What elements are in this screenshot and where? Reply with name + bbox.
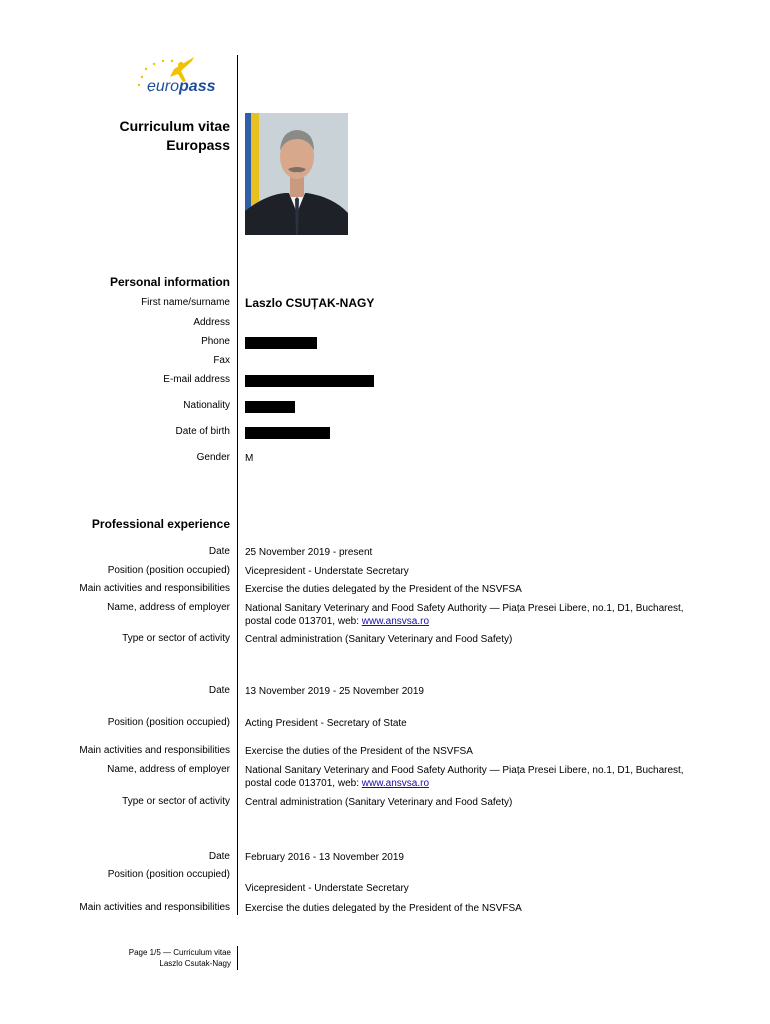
professional-experience-heading: Professional experience — [91, 517, 230, 531]
entry2-position-label: Position (position occupied) — [107, 717, 230, 728]
entry1-employer-line1: National Sanitary Veterinary and Food Safety Authority — Piața Presei Libere, no.1, D1, Bucharest, — [245, 603, 684, 614]
footer-page-number: Page 1/5 — Curriculum vitae — [128, 948, 231, 957]
name-value: Laszlo CSUȚAK-NAGY — [245, 296, 375, 310]
personal-info-heading: Personal information — [109, 275, 230, 289]
entry2-date: 13 November 2019 - 25 November 2019 — [245, 686, 424, 697]
entry1-position: Vicepresident - Understate Secretary — [245, 566, 409, 577]
phone-label: Phone — [201, 336, 230, 347]
entry2-position: Acting President - Secretary of State — [245, 718, 407, 729]
entry2-date-label: Date — [208, 685, 230, 696]
address-label: Address — [193, 317, 230, 328]
entry1-sector: Central administration (Sanitary Veterinary and Food Safety) — [245, 634, 513, 645]
entry2-employer-line1: National Sanitary Veterinary and Food Safety Authority — Piața Presei Libere, no.1, D1, Bucharest, — [245, 765, 684, 776]
entry3-position: Vicepresident - Understate Secretary — [245, 883, 409, 894]
entry1-employer-line2: postal code 013701, web: www.ansvsa.ro — [245, 616, 430, 627]
entry1-sector-label: Type or sector of activity — [122, 633, 230, 644]
email-redacted — [245, 375, 374, 387]
entry3-date-label: Date — [208, 851, 230, 862]
cv-title-line2: Europass — [166, 137, 230, 153]
name-label: First name/surname — [141, 297, 230, 308]
entry1-employer — [245, 602, 684, 628]
phone-redacted — [245, 337, 317, 349]
entry1-date-label: Date — [208, 546, 230, 557]
entry2-employer-label: Name, address of employer — [107, 764, 230, 775]
fax-label: Fax — [213, 355, 230, 366]
cv-title-line1: Curriculum vitae — [119, 118, 230, 134]
entry3-activities-label: Main activities and responsibilities — [79, 902, 230, 913]
nationality-label: Nationality — [183, 400, 230, 411]
footer-divider — [237, 946, 238, 970]
entry1-website-link[interactable]: www.ansvsa.ro — [361, 616, 430, 627]
entry2-website-link[interactable]: www.ansvsa.ro — [361, 778, 430, 789]
entry3-position-label: Position (position occupied) — [107, 869, 230, 880]
entry1-activities-label: Main activities and responsibilities — [79, 583, 230, 594]
entry3-date: February 2016 - 13 November 2019 — [245, 852, 404, 863]
entry1-date: 25 November 2019 - present — [245, 547, 373, 558]
dob-label: Date of birth — [175, 426, 230, 437]
gender-label: Gender — [196, 452, 230, 463]
europass-wordmark: europass — [147, 78, 216, 95]
page-footer — [129, 947, 231, 969]
nationality-redacted — [245, 401, 295, 413]
entry2-sector-label: Type or sector of activity — [122, 796, 230, 807]
entry2-employer-line2: postal code 013701, web: www.ansvsa.ro — [245, 778, 430, 789]
dob-redacted — [245, 427, 330, 439]
footer-author: Laszlo Csutak-Nagy — [159, 959, 231, 968]
entry3-activities: Exercise the duties delegated by the President of the NSVFSA — [245, 903, 522, 914]
entry1-employer-label: Name, address of employer — [107, 602, 230, 613]
entry2-activities-label: Main activities and responsibilities — [79, 745, 230, 756]
entry1-position-label: Position (position occupied) — [107, 565, 230, 576]
entry1-activities: Exercise the duties delegated by the President of the NSVFSA — [245, 584, 522, 595]
portrait-photo — [245, 113, 348, 235]
column-divider — [237, 55, 238, 915]
gender-value: M — [245, 453, 254, 464]
email-label: E-mail address — [163, 374, 230, 385]
cv-title — [120, 117, 230, 155]
entry2-employer — [245, 764, 684, 790]
entry2-activities: Exercise the duties of the President of the NSVFSA — [245, 746, 473, 757]
entry2-sector: Central administration (Sanitary Veterinary and Food Safety) — [245, 797, 513, 808]
